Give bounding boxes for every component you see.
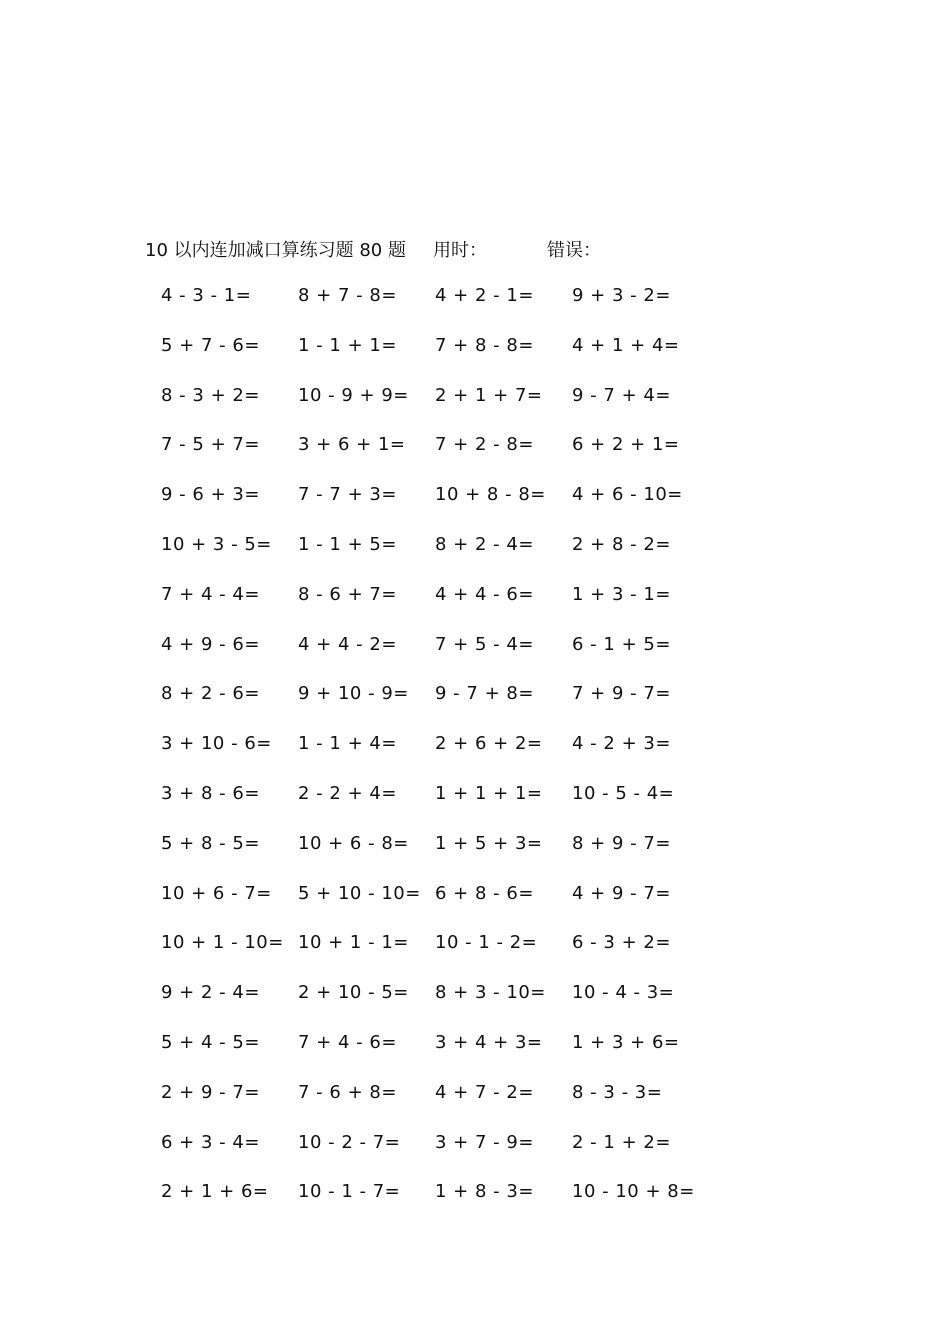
problem-item: 5 + 7 - 6= [161, 334, 260, 356]
errors-label: 错误： [547, 240, 601, 261]
problem-item: 4 + 4 - 2= [298, 633, 397, 655]
time-used-label: 用时： [433, 240, 487, 261]
problem-item: 2 + 6 + 2= [435, 733, 543, 755]
problem-item: 10 - 4 - 3= [572, 982, 675, 1004]
problem-item: 10 + 3 - 5= [161, 533, 272, 555]
problem-row [0, 484, 950, 534]
problem-item: 1 + 3 - 1= [572, 583, 671, 605]
problem-item: 1 - 1 + 5= [298, 533, 397, 555]
problem-item: 7 + 2 - 8= [435, 434, 534, 456]
problem-item: 10 - 2 - 7= [298, 1131, 401, 1153]
problem-item: 8 + 2 - 6= [161, 683, 260, 705]
problem-item: 1 - 1 + 1= [298, 334, 397, 356]
problem-item: 10 + 8 - 8= [435, 484, 546, 506]
problem-item: 6 + 3 - 4= [161, 1131, 260, 1153]
problem-item: 6 - 1 + 5= [572, 633, 671, 655]
problem-row [0, 1181, 950, 1231]
problem-row [0, 783, 950, 833]
problem-item: 9 - 7 + 4= [572, 384, 671, 406]
problem-item: 1 + 3 + 6= [572, 1031, 680, 1053]
problem-item: 8 - 6 + 7= [298, 583, 397, 605]
problem-row [0, 833, 950, 883]
problem-item: 4 + 6 - 10= [572, 484, 683, 506]
problem-row [0, 932, 950, 982]
problem-item: 6 - 3 + 2= [572, 932, 671, 954]
problem-row [0, 883, 950, 933]
problem-row [0, 1032, 950, 1082]
problem-item: 5 + 8 - 5= [161, 832, 260, 854]
problem-item: 2 + 1 + 6= [161, 1181, 269, 1203]
problem-item: 2 + 9 - 7= [161, 1081, 260, 1103]
problem-row [0, 335, 950, 385]
problem-row [0, 1132, 950, 1182]
problem-item: 10 - 1 - 2= [435, 932, 538, 954]
problem-item: 10 - 5 - 4= [572, 782, 675, 804]
problem-item: 3 + 10 - 6= [161, 733, 272, 755]
problem-item: 1 + 8 - 3= [435, 1181, 534, 1203]
problem-item: 3 + 4 + 3= [435, 1031, 543, 1053]
problem-item: 10 + 6 - 8= [298, 832, 409, 854]
problem-item: 7 + 9 - 7= [572, 683, 671, 705]
problem-item: 7 - 6 + 8= [298, 1081, 397, 1103]
problem-item: 7 + 8 - 8= [435, 334, 534, 356]
problem-item: 4 + 7 - 2= [435, 1081, 534, 1103]
problem-item: 2 + 8 - 2= [572, 533, 671, 555]
problem-item: 8 + 7 - 8= [298, 285, 397, 306]
problem-row [0, 982, 950, 1032]
problem-item: 2 - 1 + 2= [572, 1131, 671, 1153]
problem-item: 1 + 5 + 3= [435, 832, 543, 854]
problem-item: 10 - 10 + 8= [572, 1181, 695, 1203]
problem-item: 10 + 6 - 7= [161, 882, 272, 904]
problem-item: 7 + 5 - 4= [435, 633, 534, 655]
problem-item: 9 + 3 - 2= [572, 285, 671, 306]
problem-item: 8 + 2 - 4= [435, 533, 534, 555]
problem-grid [0, 285, 950, 1231]
problem-item: 4 + 4 - 6= [435, 583, 534, 605]
problem-row [0, 584, 950, 634]
problem-item: 1 + 1 + 1= [435, 782, 543, 804]
problem-item: 3 + 6 + 1= [298, 434, 406, 456]
problem-item: 9 + 10 - 9= [298, 683, 409, 705]
problem-item: 4 + 9 - 7= [572, 882, 671, 904]
problem-row [0, 285, 950, 335]
problem-item: 7 + 4 - 6= [298, 1031, 397, 1053]
problem-item: 9 - 7 + 8= [435, 683, 534, 705]
problem-item: 7 - 5 + 7= [161, 434, 260, 456]
problem-item: 7 + 4 - 4= [161, 583, 260, 605]
problem-item: 3 + 7 - 9= [435, 1131, 534, 1153]
problem-row [0, 733, 950, 783]
problem-row [0, 1082, 950, 1132]
problem-item: 4 + 1 + 4= [572, 334, 680, 356]
problem-item: 9 + 2 - 4= [161, 982, 260, 1004]
problem-item: 10 - 1 - 7= [298, 1181, 401, 1203]
problem-row [0, 385, 950, 435]
problem-item: 1 - 1 + 4= [298, 733, 397, 755]
problem-row [0, 434, 950, 484]
worksheet-title: 10 以内连加减口算练习题 80 题 [145, 240, 406, 261]
problem-item: 3 + 8 - 6= [161, 782, 260, 804]
problem-item: 7 - 7 + 3= [298, 484, 397, 506]
problem-item: 5 + 4 - 5= [161, 1031, 260, 1053]
problem-item: 8 - 3 - 3= [572, 1081, 663, 1103]
problem-row [0, 683, 950, 733]
problem-item: 10 + 1 - 1= [298, 932, 409, 954]
problem-item: 2 - 2 + 4= [298, 782, 397, 804]
problem-row [0, 634, 950, 684]
problem-item: 10 + 1 - 10= [161, 932, 284, 954]
problem-item: 9 - 6 + 3= [161, 484, 260, 506]
problem-item: 8 - 3 + 2= [161, 384, 260, 406]
problem-item: 6 + 2 + 1= [572, 434, 680, 456]
problem-item: 10 - 9 + 9= [298, 384, 409, 406]
problem-item: 4 + 9 - 6= [161, 633, 260, 655]
problem-item: 4 + 2 - 1= [435, 285, 534, 306]
problem-item: 4 - 3 - 1= [161, 285, 252, 306]
problem-item: 2 + 1 + 7= [435, 384, 543, 406]
problem-item: 2 + 10 - 5= [298, 982, 409, 1004]
problem-item: 5 + 10 - 10= [298, 882, 421, 904]
problem-item: 8 + 9 - 7= [572, 832, 671, 854]
problem-item: 8 + 3 - 10= [435, 982, 546, 1004]
problem-item: 6 + 8 - 6= [435, 882, 534, 904]
problem-row [0, 534, 950, 584]
problem-item: 4 - 2 + 3= [572, 733, 671, 755]
